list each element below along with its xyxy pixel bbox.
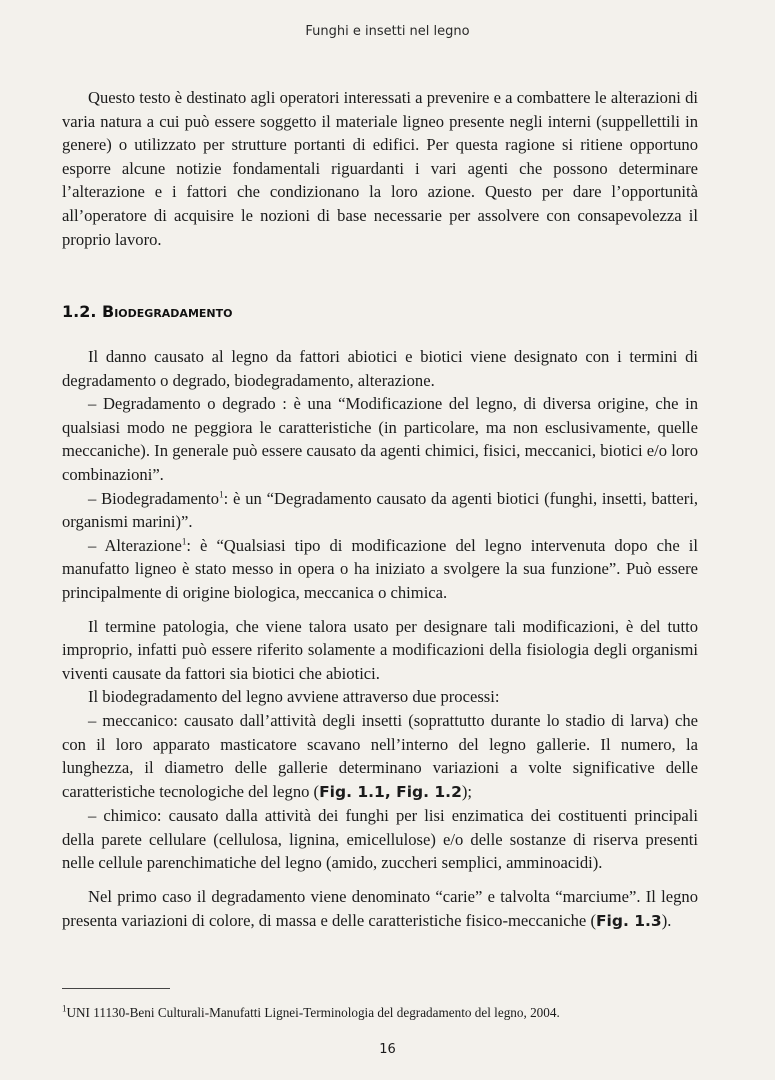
footnote-marker: 1 <box>62 1003 67 1014</box>
footnote-text: UNI 11130-Beni Culturali-Manufatti Lignei-Terminologia del degradamento del legno, 2004. <box>66 1005 560 1020</box>
paragraph-biodegradamento <box>62 487 698 534</box>
main-text <box>62 345 698 933</box>
paragraph-1: Il danno causato al legno da fattori abiotici e biotici viene designato con i termini di degradamento o degrado, biodegradamento, alterazione. <box>62 347 698 390</box>
page-number: 16 <box>379 1042 396 1057</box>
paragraph-alterazione <box>62 534 698 605</box>
intro-paragraph: Questo testo è destinato agli operatori interessati a prevenire e a combattere le alterazioni di varia natura a cui può essere soggetto il materiale ligneo presente negli interni (suppellettili in genere) o utilizzato per strutture portanti di edifici. Per questa ragione si ritiene opportuno esporre alcune notizie fondamentali riguardanti i vari agenti che possono determinare l’alterazione e i fattori che condizionano la loro azione. Questo per dare l’opportunità all’operatore di acquisire le nozioni di base necessarie per assolvere con consapevolezza il proprio lavoro. <box>62 88 698 249</box>
footnote-ref: 1 <box>181 536 187 547</box>
term-alterazione: – Alterazione <box>88 535 182 555</box>
paragraph-processi: Il biodegradamento del legno avviene attraverso due processi: <box>88 687 500 707</box>
footnote <box>62 1005 560 1021</box>
paragraph-chimico: – chimico: causato dalla attività dei funghi per lisi enzimatica dei costituenti principali della parete cellulare (cellulosa, lignina, emicellulose) e/o delle sostanze di riserva presenti nelle cellule parenchimatiche del legno (amido, zuccheri semplici, amminoacidi). <box>62 806 698 873</box>
figure-reference: Fig. 1.3 <box>595 911 662 930</box>
section-title-text: Biodegradamento <box>102 302 233 321</box>
intro-section <box>62 86 698 251</box>
paragraph-patologia: Il termine patologia, che viene talora usato per designare tali modificazioni, è del tutto improprio, infatti può essere riferito solamente a modificazioni della fisiologia degli organismi viventi causate da fattori sia biotici che abiotici. <box>62 616 698 683</box>
term-biodegradamento: – Biodegradamento <box>88 488 220 508</box>
paragraph-degradamento: – Degradamento o degrado : è una “Modificazione del legno, di diversa origine, che in qualsiasi modo ne peggiora le caratteristiche (in particolare, ma non esclusivamente, quelle meccaniche). In generale può essere causato da agenti chimici, fisici, meccanici, biotici e/o loro combinazioni”. <box>62 394 698 484</box>
paragraph-carie <box>62 885 698 933</box>
footnote-ref: 1 <box>219 489 224 500</box>
section-heading <box>62 302 232 321</box>
footnote-divider <box>62 988 170 989</box>
meccanico-text-end: ); <box>461 781 472 801</box>
definition-alterazione: : è “Qualsiasi tipo di modificazione del legno intervenuta dopo che il manufatto ligneo è stato messo in opera o ha iniziato a svolgere la sua funzione”. Può essere principalmente di origine biologica, meccanica o chimica. <box>62 535 698 602</box>
paragraph-meccanico <box>62 709 698 804</box>
carie-text-end: ). <box>661 910 672 930</box>
figure-reference: Fig. 1.1, Fig. 1.2 <box>319 782 462 801</box>
definition-biodegradamento: : è un “Degradamento causato da agenti biotici (funghi, insetti, batteri, organismi marini)”. <box>62 488 698 532</box>
running-header: Funghi e insetti nel legno <box>305 24 470 39</box>
meccanico-text: – meccanico: causato dall’attività degli insetti (soprattutto durante lo stadio di larva) che con il loro apparato masticatore scavano nell’interno del legno gallerie. Il numero, la lunghezza, il diametro delle gallerie determinano variazioni a volte significative delle caratteristiche tecnologiche del legno ( <box>62 710 698 801</box>
carie-text: Nel primo caso il degradamento viene denominato “carie” e talvolta “marciume”. Il legno presenta variazioni di colore, di massa e delle caratteristiche fisico-meccaniche ( <box>62 887 698 930</box>
section-number: 1.2. <box>62 302 97 321</box>
